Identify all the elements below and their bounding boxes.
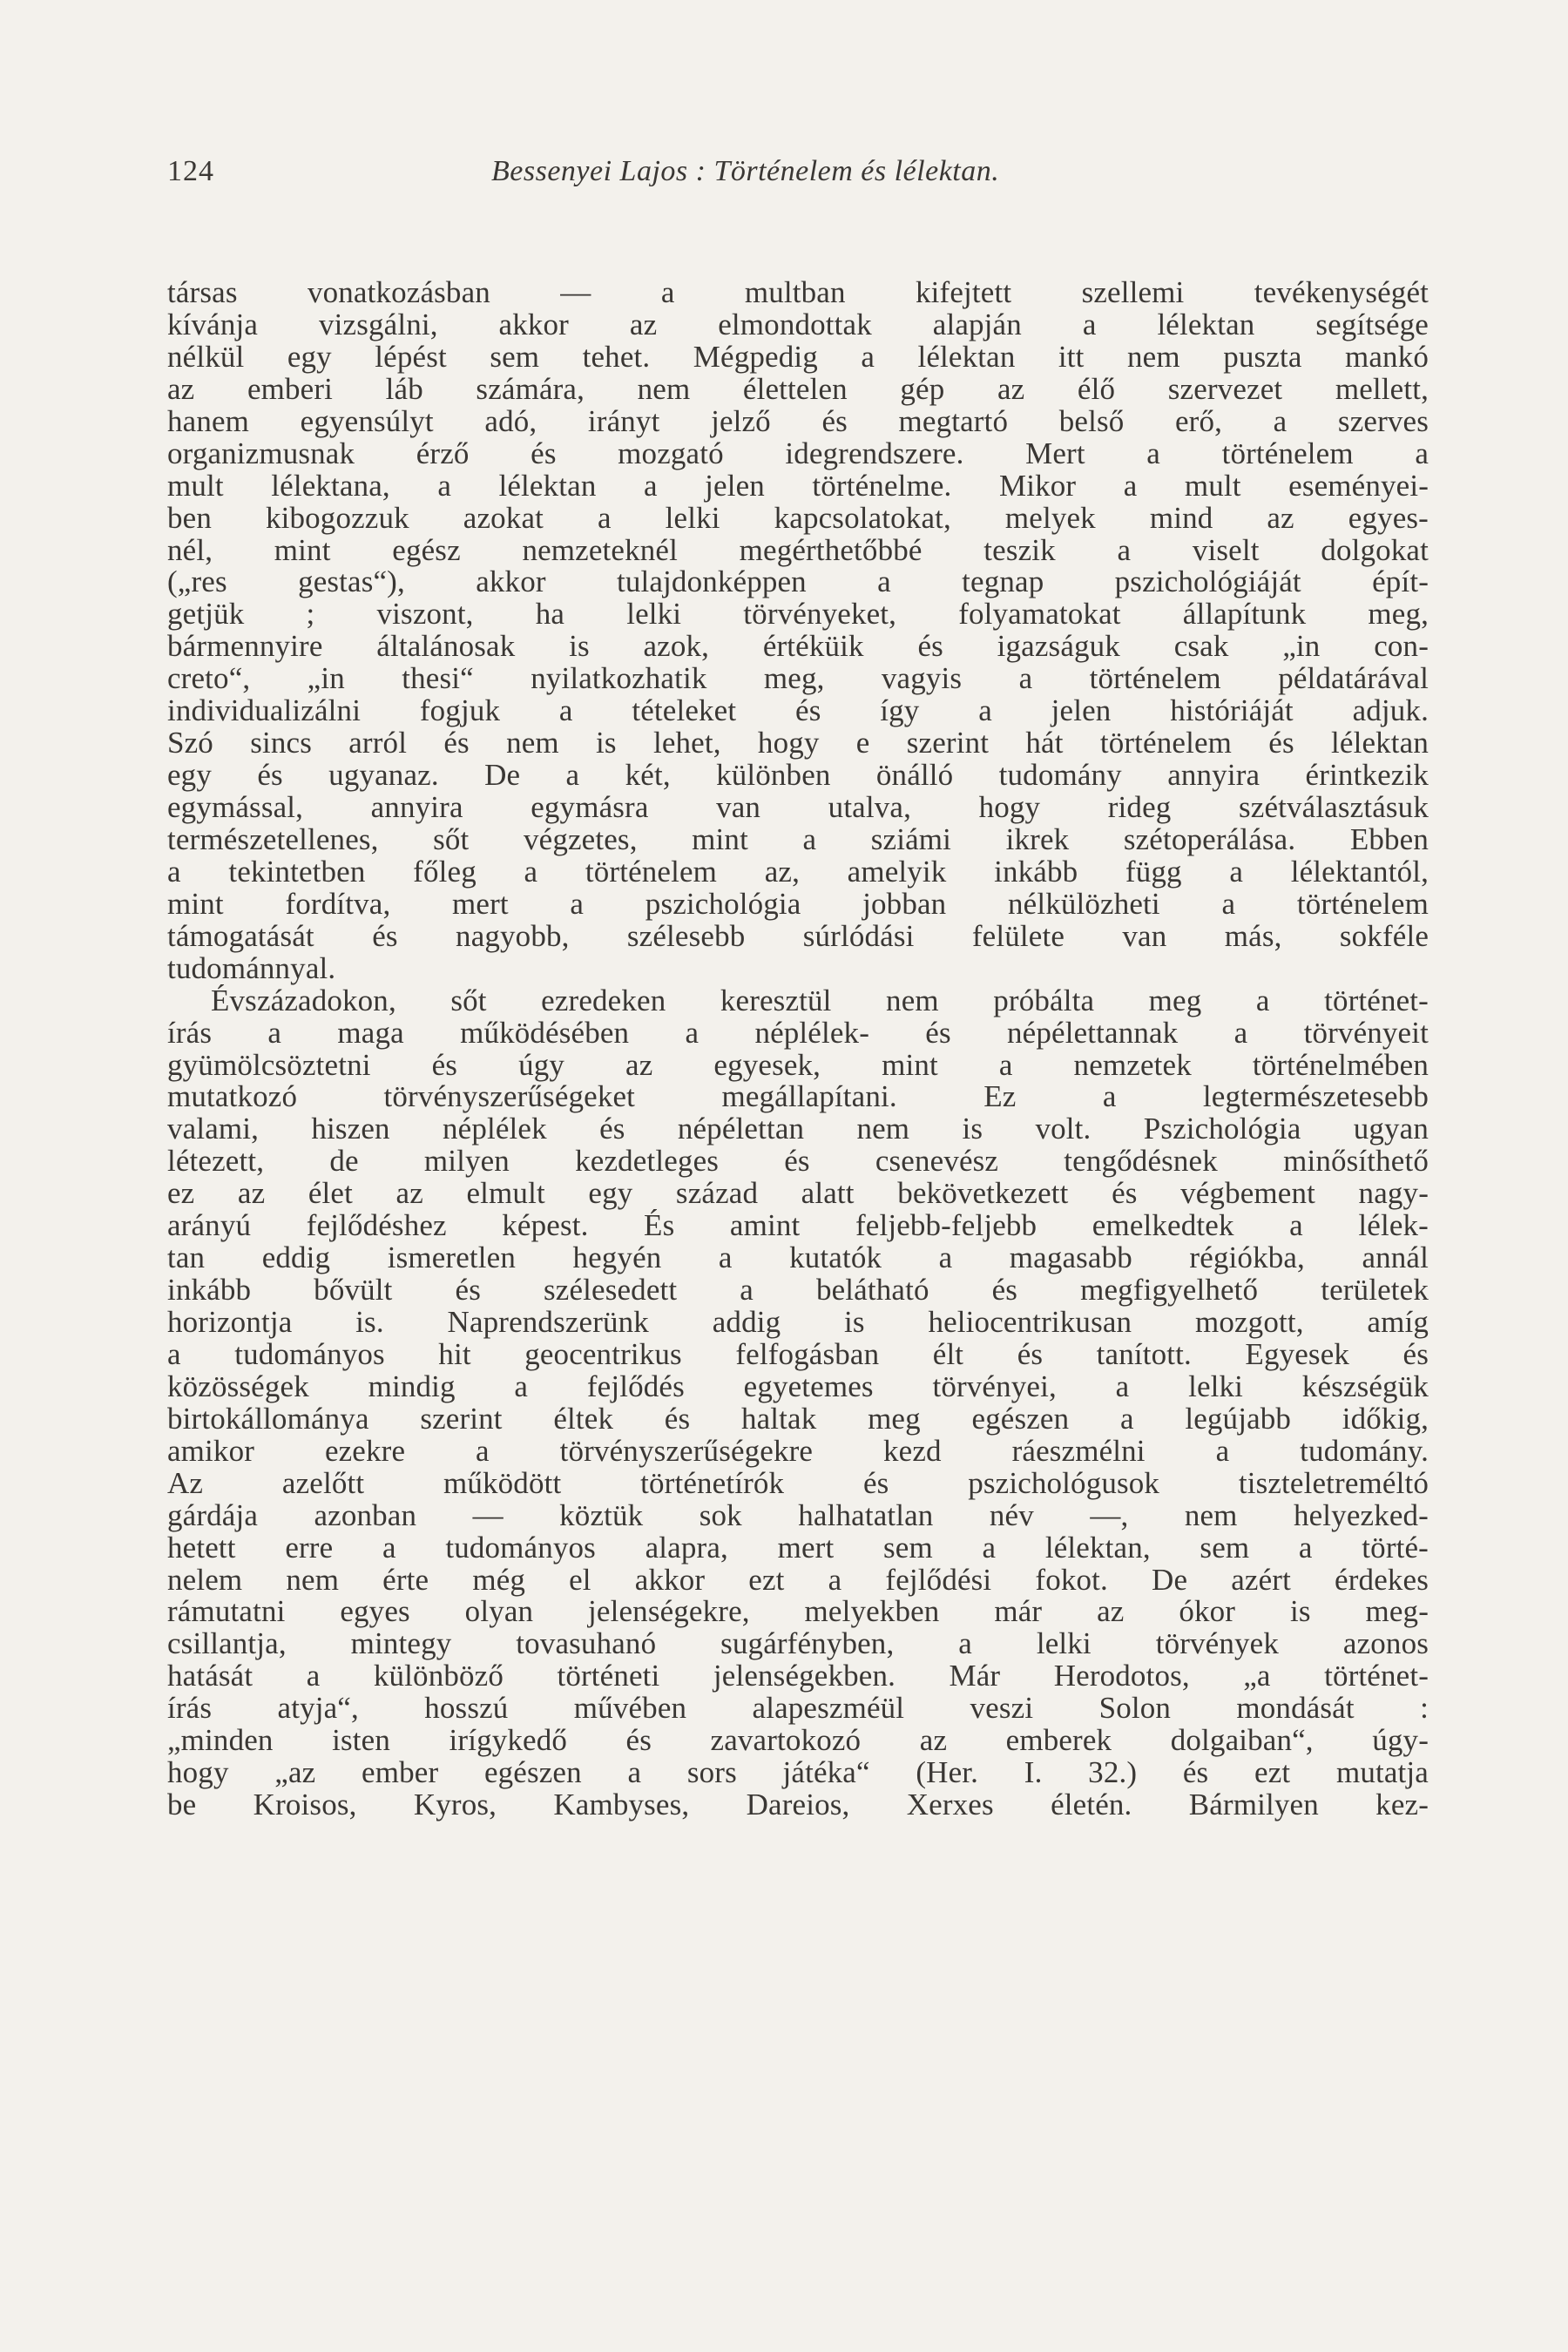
text-line: creto“, „in thesi“ nyilatkozhatik meg, vagyis a történelem példatárával (167, 661, 1429, 696)
text-line: ez az élet az elmult egy század alatt bekövetkezett és végbement nagy- (167, 1176, 1429, 1211)
text-line: mult lélektana, a lélektan a jelen történelme. Mikor a mult eseményei- (167, 468, 1429, 503)
text-line: hetett erre a tudományos alapra, mert sem a lélektan, sem a törté- (167, 1530, 1429, 1565)
text-line: támogatását és nagyobb, szélesebb súrlódási felülete van más, sokféle (167, 918, 1429, 953)
text-line: nelem nem érte még el akkor ezt a fejlődési fokot. De azért érdekes (167, 1562, 1429, 1597)
text-line: hanem egyensúlyt adó, irányt jelző és megtartó belső erő, a szerves (167, 403, 1429, 438)
text-line: hogy „az ember egészen a sors játéka“ (Her. I. 32.) és ezt mutatja (167, 1755, 1429, 1790)
text-line: Az azelőtt működött történetírók és pszichológusok tiszteletreméltó (167, 1465, 1429, 1500)
text-line: hatását a különböző történeti jelenségekben. Már Herodotos, „a történet- (167, 1659, 1429, 1693)
text-line: amikor ezekre a törvényszerűségekre kezd ráeszmélni a tudomány. (167, 1433, 1429, 1468)
text-line: írás atyja“, hosszú művében alapeszméül veszi Solon mondását : (167, 1691, 1429, 1726)
text-line: társas vonatkozásban — a multban kifejtett szellemi tevékenységét (167, 275, 1429, 309)
text-line: írás a maga működésében a néplélek- és népélettannak a törvényeit (167, 1015, 1429, 1050)
text-line: getjük ; viszont, ha lelki törvényeket, folyamatokat állapítunk meg, (167, 597, 1429, 632)
body-text (167, 277, 1429, 1821)
text-line: inkább bővült és szélesedett a belátható és megfigyelhető területek (167, 1273, 1429, 1308)
running-title: Bessenyei Lajos : Történelem és lélektan. (491, 155, 1000, 187)
text-line: egy és ugyanaz. De a két, különben önálló tudomány annyira érintkezik (167, 758, 1429, 793)
text-line: csillantja, mintegy tovasuhanó sugárfényben, a lelki törvények azonos (167, 1626, 1429, 1661)
paragraph-1 (167, 277, 1429, 985)
text-line: közösségek mindig a fejlődés egyetemes törvényei, a lelki készségük (167, 1369, 1429, 1403)
page-number: 124 (167, 155, 214, 187)
text-line: mutatkozó törvényszerűségeket megállapítani. Ez a legtermészetesebb (167, 1079, 1429, 1114)
text-line: Szó sincs arról és nem is lehet, hogy e szerint hát történelem és lélektan (167, 726, 1429, 760)
text-line: rámutatni egyes olyan jelenségekre, melyekben már az ókor is meg- (167, 1594, 1429, 1629)
text-line: ben kibogozzuk azokat a lelki kapcsolatokat, melyek mind az egyes- (167, 500, 1429, 535)
text-line: a tekintetben főleg a történelem az, amelyik inkább függ a lélektantól, (167, 854, 1429, 889)
text-line: tan eddig ismeretlen hegyén a kutatók a magasabb régiókba, annál (167, 1240, 1429, 1275)
text-line: mint fordítva, mert a pszichológia jobban nélkülözheti a történelem (167, 886, 1429, 921)
text-line: valami, hiszen néplélek és népélettan nem is volt. Pszichológia ugyan (167, 1112, 1429, 1146)
text-line: be Kroisos, Kyros, Kambyses, Dareios, Xerxes életén. Bármilyen kez- (167, 1788, 1429, 1822)
text-line: a tudományos hit geocentrikus felfogásban élt és tanított. Egyesek és (167, 1336, 1429, 1371)
text-line: organizmusnak érző és mozgató idegrendszere. Mert a történelem a (167, 436, 1429, 470)
text-line: nélkül egy lépést sem tehet. Mégpedig a lélektan itt nem puszta mankó (167, 339, 1429, 374)
text-line: az emberi láb számára, nem élettelen gép az élő szervezet mellett, (167, 371, 1429, 406)
text-line: bármennyire általánosak is azok, értéküik és igazságuk csak „in con- (167, 629, 1429, 664)
text-line: nél, mint egész nemzeteknél megérthetőbbé teszik a viselt dolgokat (167, 532, 1429, 567)
text-line: gyümölcsöztetni és úgy az egyesek, mint a nemzetek történelmében (167, 1047, 1429, 1082)
text-line: kívánja vizsgálni, akkor az elmondottak alapján a lélektan segítsége (167, 307, 1429, 341)
text-line: Évszázadokon, sőt ezredeken keresztül nem próbálta meg a történet- (211, 983, 1429, 1017)
text-line: arányú fejlődéshez képest. És amint feljebb-feljebb emelkedtek a lélek- (167, 1208, 1429, 1243)
text-line: („res gestas“), akkor tulajdonképpen a tegnap pszichológiáját épít- (167, 564, 1429, 599)
text-line: tudománnyal. (167, 950, 336, 985)
text-line: birtokállományа szerint éltek és haltak meg egészen a legújabb időkig, (167, 1401, 1429, 1436)
text-line: egymással, annyira egymásra van utalva, hogy rideg szétválasztásuk (167, 790, 1429, 824)
text-line: individualizálni fogjuk a tételeket és így a jelen históriáját adjuk. (167, 693, 1429, 728)
text-line: létezett, de milyen kezdetleges és csenevész tengődésnek minősíthető (167, 1144, 1429, 1179)
text-line: horizontja is. Naprendszerünk addig is heliocentrikusan mozgott, amíg (167, 1305, 1429, 1339)
text-line: gárdája azonban — köztük sok halhatatlan név —, nem helyezked- (167, 1497, 1429, 1532)
text-line: „minden isten irígykedő és zavartokozó az emberek dolgaiban“, úgy- (167, 1723, 1429, 1758)
page-header (167, 155, 1429, 207)
paragraph-2 (167, 985, 1429, 1821)
text-line: természetellenes, sőt végzetes, mint a sziámi ikrek szétoperálása. Ebben (167, 821, 1429, 856)
